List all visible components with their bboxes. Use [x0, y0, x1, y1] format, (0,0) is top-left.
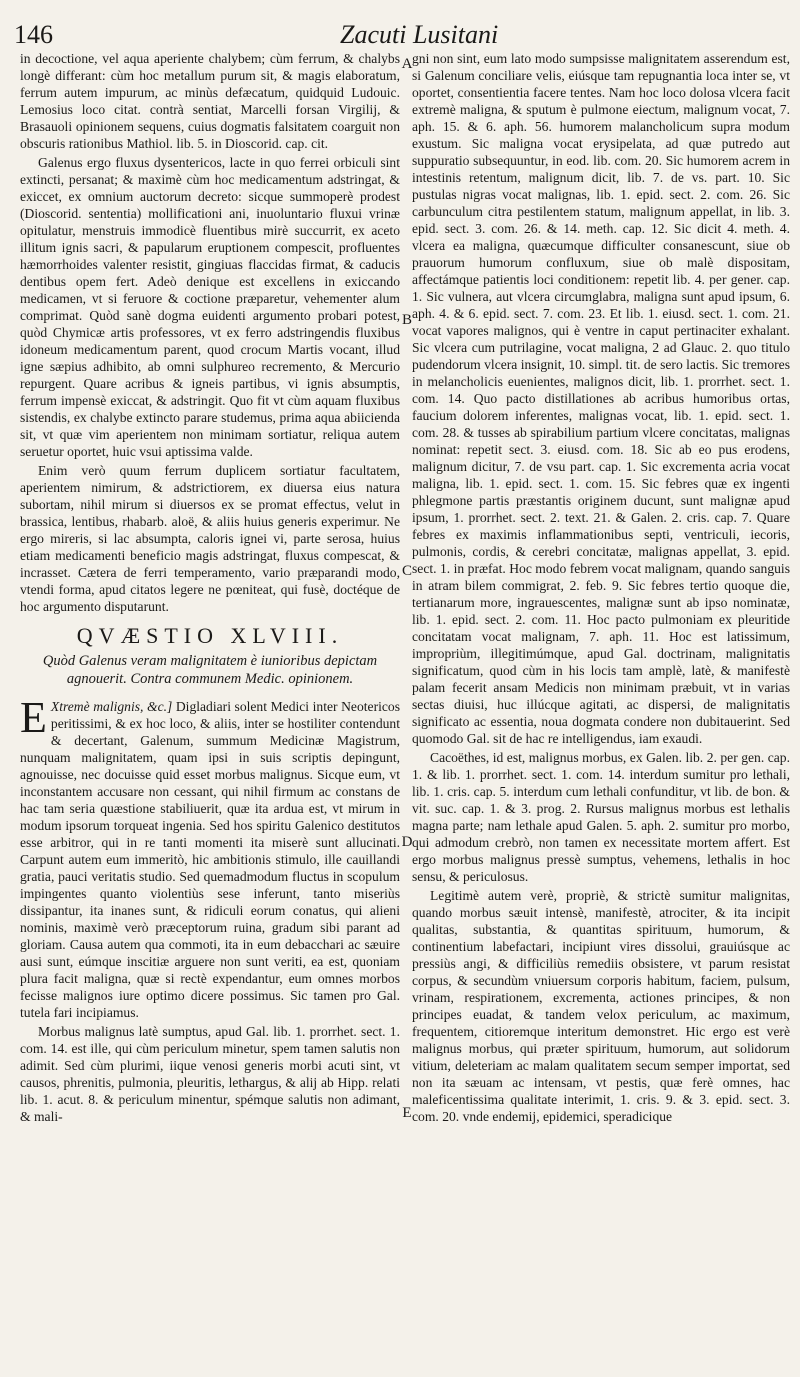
- margin-marker-c: C: [401, 563, 412, 579]
- page-header: [0, 20, 800, 50]
- paragraph-4-text: Digladiari solent Medici inter Neotericos peritissimi, & ex hoc loco, & aliis, inter se hostiliter contendunt & decertant, Galenum, summum Medicinæ Magistrum, nunquam malignitatem, quam ipsi in suis scriptis depingunt, agnouisse, nec docuisse quid esset morbus malignus. Sicque eum, vt inconstantem accusare non cessant, qui nihil firmum ac constans de hac tam seria quæstione stabiliuerit, quæ ita ardua est, vt mirum in modum ipsorum torqueat ingenia. Sed hos spiritu Galenico destitutos esse arbitror, qui in re tanti momenti ita miserè sunt allucinati. Carpunt autem eum immeritò, hic ambitionis stimulo, ille cauillandi gratia, pauci veritatis studio. Sed quemadmodum fluctus in scopulum impingentes quanto violentiùs sese inferunt, tanto miseriùs dissipantur, ita inanes sunt, & ridiculi eorum conatus, qui alieni nominis, maximè verò præceptorum ruina, gradum sibi parant ad gloriam. Causa autem qua commoti, ita in eum debacchari ac sæuire ausi sunt, eúmque inscitiæ arguere non sunt veriti, ea est, quoniam plura facit maligna, quæ si rectè expendantur, eum omnes morbos fecisse malignos iure optimo dicere possimus. Sic tamen pro Gal. tutela fari incipiamus.: [20, 699, 400, 1020]
- lemma: Xtremè malignis, &c.]: [50, 699, 173, 714]
- question-title: QVÆSTIO XLVIII.: [76, 623, 344, 648]
- margin-marker-e: E: [402, 1105, 412, 1121]
- right-column: [412, 50, 790, 1371]
- margin-marker-d: D: [401, 834, 413, 850]
- page-number: 146: [14, 20, 53, 49]
- left-paragraph-1: in decoctione, vel aqua aperiente chalybem; cùm ferrum, & chalybs longè differant: cùm hoc metallum purum sit, & magis elaboratum, ferrum autem impurum, ac minùs defæcatum, quidquid Ludouic. Lemosius loco citat. contrà sentiat, Marcelli forsan Virgilij, & Brasauoli opinionem sequens, cuius dogmatis falsitatem coarguit non obscuris rationibus Mathiol. lib. 5. in Dioscorid. cap. cit.: [20, 51, 400, 151]
- right-paragraph-2: Cacoëthes, id est, malignus morbus, ex Galen. lib. 2. per gen. cap. 1. & lib. 1. prorrhet. sect. 1. com. 14. interdum sumitur pro lethali, lib. 1. cris. cap. 5. interdum cum lethali confunditur, vt lib. de bon. & vit. suc. cap. 1. & 3. prog. 2. Rursus malignus morbus est lethalis magna parte; nam lethale apud Galen. 5. aph. 2. sumitur pro morbo, qui admodum crebrò, non tamen ex necessitate mortem affert. Est ergo morbus malignus pressè sumptus, vehemens, lethalis in hoc sensu, & periculosus.: [412, 750, 790, 884]
- left-column: [20, 50, 400, 1371]
- right-paragraph-1: gni non sint, eum lato modo sumpsisse malignitatem asserendum est, si Galenum conciliare velis, eiúsque tam repugnantia loca inter se, vt oportet, consentientia facere tentes. Nam hoc loco dolosa vlcera facit extremè maligna, & sputum è pulmone eiectum, malignum vocat, 7. aph. 15. & 6. aph. 56. humorem malancholicum supra modum exustum. Sic maligna vocat erysipelata, ad quæ putredo aut suppuratio subsequuntur, in eod. lib. com. 20. Sic humorem acrem in intestinis retentum, malignum dicit, lib. 7. de vs. part. 10. Sic pustulas nigras vocat malignas, lib. 1. epid. sect. 2. com. 26. Sic carbunculum citra pestilentem statum, malignum appellat, in lib. 3. epid. sect. 3. com. 26. & 14. meth. cap. 12. Sic dicit 4. meth. 4. vlcera ea maligna, quæcumque difficulter consanescunt, siue ob prauorum humorum confluxum, siue ob malè dispositam, affectámque patientis loci conditionem: repetit lib. 4. per gener. cap. 1. Sic vulnera, aut vlcera circumglabra, maligna sunt apud ipsum, 6. aph. 4. & 6. epid. sect. 7. com. 23. Et lib. 1. eiusd. sect. 1. com. 21. vocat vapores malignos, qui è ventre in caput pertinaciter exhalant. Sic vlcera cum putrilagine, vocat maligna, 2 ad Glauc. 2. quo titulo pudendorum vlcera insignit, 10. simpl. tit. de sero lactis. Sic tremores in melancholicis euenientes, malignos dicit, lib. 1. prorrhet. sect. 1. com. 14. Quo pacto distillationes ab acribus humoribus ortas, faucium dolorem inferentes, malignas vocat, lib. 1. epid. sect. 1. com. 28. & tusses ab spirabilium partium vlcere concitatas, malignas nominat: repetit sect. 3. eiusd. com. 18. Sic ab eo pus erodens, malignum dicitur, 7. de vsu part. cap. 1. Sic excrementa acria vocat maligna, lib. 1. epid. sect. 1. com. 15. Sic febres quæ ex ingenti phlegmone partis præstantis originem ducunt, sunt malignæ apud ipsum, 1. prorrhet. sect. 2. text. 21. & Galen. 2. cris. cap. 7. Quare febres ex maximis inflammationibus septi, ventriculi, iecoris, pulmonis, cordis, & cerebri concitatæ, malignas appellat, 3. epid. sect. 1. in præfat. Hoc modo febrem vocat malignam, quando sanguis in atram bilem commigrat, 2. feb. 9. Sic febres tertio quoque die, tertianarum more, ingrauescentes, malignæ sunt ab ipso nominatæ, lib. 1. epid. sect. 2. com. 11. Hoc pacto pulmoniam ex pleuritide concitatam vocat malignam, 7. aph. 11. Hoc est latissimum, impropriùm, illegitimúmque, apud Gal. doctrinam, malignitatis significatum, quod cùm in his locis tam amplè, latè, & manifestè palam fecerit ansam Medicis non minimam præbuit, vt in varias sectas diuisi, huc illúcque agitati, ac dispersi, de malignitatis significato ac essentia, noua dogmata condere non dubitauerint. Sed quomodo Gal. sit de hac re intelligendus, iam exaudi.: [412, 51, 790, 746]
- right-paragraph-3: Legitimè autem verè, propriè, & strictè sumitur malignitas, quando morbus sæuit intensè, manifestè, atrociter, & ita incipit qualitas, substantia, & quantitas spirituum, humorum, & continentium labefactari, incipiunt vires dissolui, grauiúsque ac pressiùs angi, & difficiliùs remediis obsistere, vt parum resistat corpus, & secundùm vniuersum corporis habitum, faciem, pulsum, vrinam, respirationem, excrementa, actiones principes, & non principes euadat, & tandem velox periculum, ac maximum, frequentem, citioremque interitum demonstret. Hic ergo est verè malignus morbus, qui præter spirituum, humorum, aut solidorum vitium, deleteriam ac malam qualitatem secum semper importat, sed non ita sæuam ac intensam, vt pestis, quæ ferè omnes, hac maleficentissima qualitate interimit, 1. cris. 9. & 3. epid. sect. 3. com. 20. vnde endemij, epidemici, speradicique: [412, 888, 790, 1124]
- left-paragraph-2: Galenus ergo fluxus dysentericos, lacte in quo ferrei orbiculi sint extincti, persanat; & maximè cùm hoc medicamentum adstringat, & exiccet, ex omnium auctorum decreto: sicque summoperè prodest (Dioscorid. sententia) mollificationi ani, inuoluntario fluxui vrinæ opitulatur, menstruis immodicè fluentibus mirè succurrit, ex aceto illitum ignis sacri, & papularum eruptionem compescit, profluentes hæmorrhoides valenter resistit, gingiuas flaccidas firmat, & caducis dentibus opem fert. Adeò denique est excellens in exiccando medicamen, vt si feruore & coctione præparetur, vehementer alum comprimat. Quòd sanè dogma euidenti argumento probari potest, quòd Chymicæ artis professores, vt ex ferro adstringendis fluxibus idoneum medicamentum parent, quod crocum Martis vocant, illud igne sæpius adhibito, ab omni sulphureo recremento, & Mercurio repurgent. Quare acribus & igneis partibus, vi ignis absumptis, ferrum impensè exiccat, & adstringit. Quo fit vt cùm aquam fluxibus sistendis, ex chalybe extincto parare studemus, prima aqua abiicienda sit, vt quæ vim aperientem non minimam sortiatur, reliqua autem seruetur oportet, huic vsui aptissima valde.: [20, 155, 400, 459]
- running-title: Zacuti Lusitani: [340, 20, 499, 49]
- margin-marker-a: A: [401, 56, 413, 72]
- left-paragraph-5: Morbus malignus latè sumptus, apud Gal. lib. 1. prorrhet. sect. 1. com. 14. est ille, qui cùm periculum minetur, spem tamen salutis non adimit. Sed cùm plurimi, iique venosi generis morbi acuti sint, vt causos, phrenitis, pulmonia, pleuritis, lethargus, & alij ab Hipp. relati lib. 1. acut. 8. & periculum minentur, spémque salutis non adimant, & mali-: [20, 1024, 400, 1124]
- margin-marker-b: B: [401, 312, 412, 328]
- left-paragraph-4: [20, 693, 400, 1021]
- question-subtitle: Quòd Galenus veram malignitatem è iunioribus depictam agnouerit. Contra communem Medic. opinionem.: [42, 653, 378, 687]
- left-paragraph-3: Enim verò quum ferrum duplicem sortiatur facultatem, aperientem nimirum, & adstrictiorem, ex diuersa eius natura subortam, nihil mirum si diuersos ex se promat effectus, velut in brassica, lentibus, rhabarb. aloë, & aliis huius generis experimur. Ne ergo mireris, si lac absumpta, caloris ignei vi, parte serosa, huius etiam medicamenti beneficio magis adstringat, fluxus compescat, & incrasset. Cætera de ferri temperamento, vario præparandi modo, vtendi forma, apud citatos legere ne pœniteat, qui fusè, doctéque de hoc argumento disputarunt.: [20, 463, 400, 614]
- drop-cap: E: [20, 693, 47, 742]
